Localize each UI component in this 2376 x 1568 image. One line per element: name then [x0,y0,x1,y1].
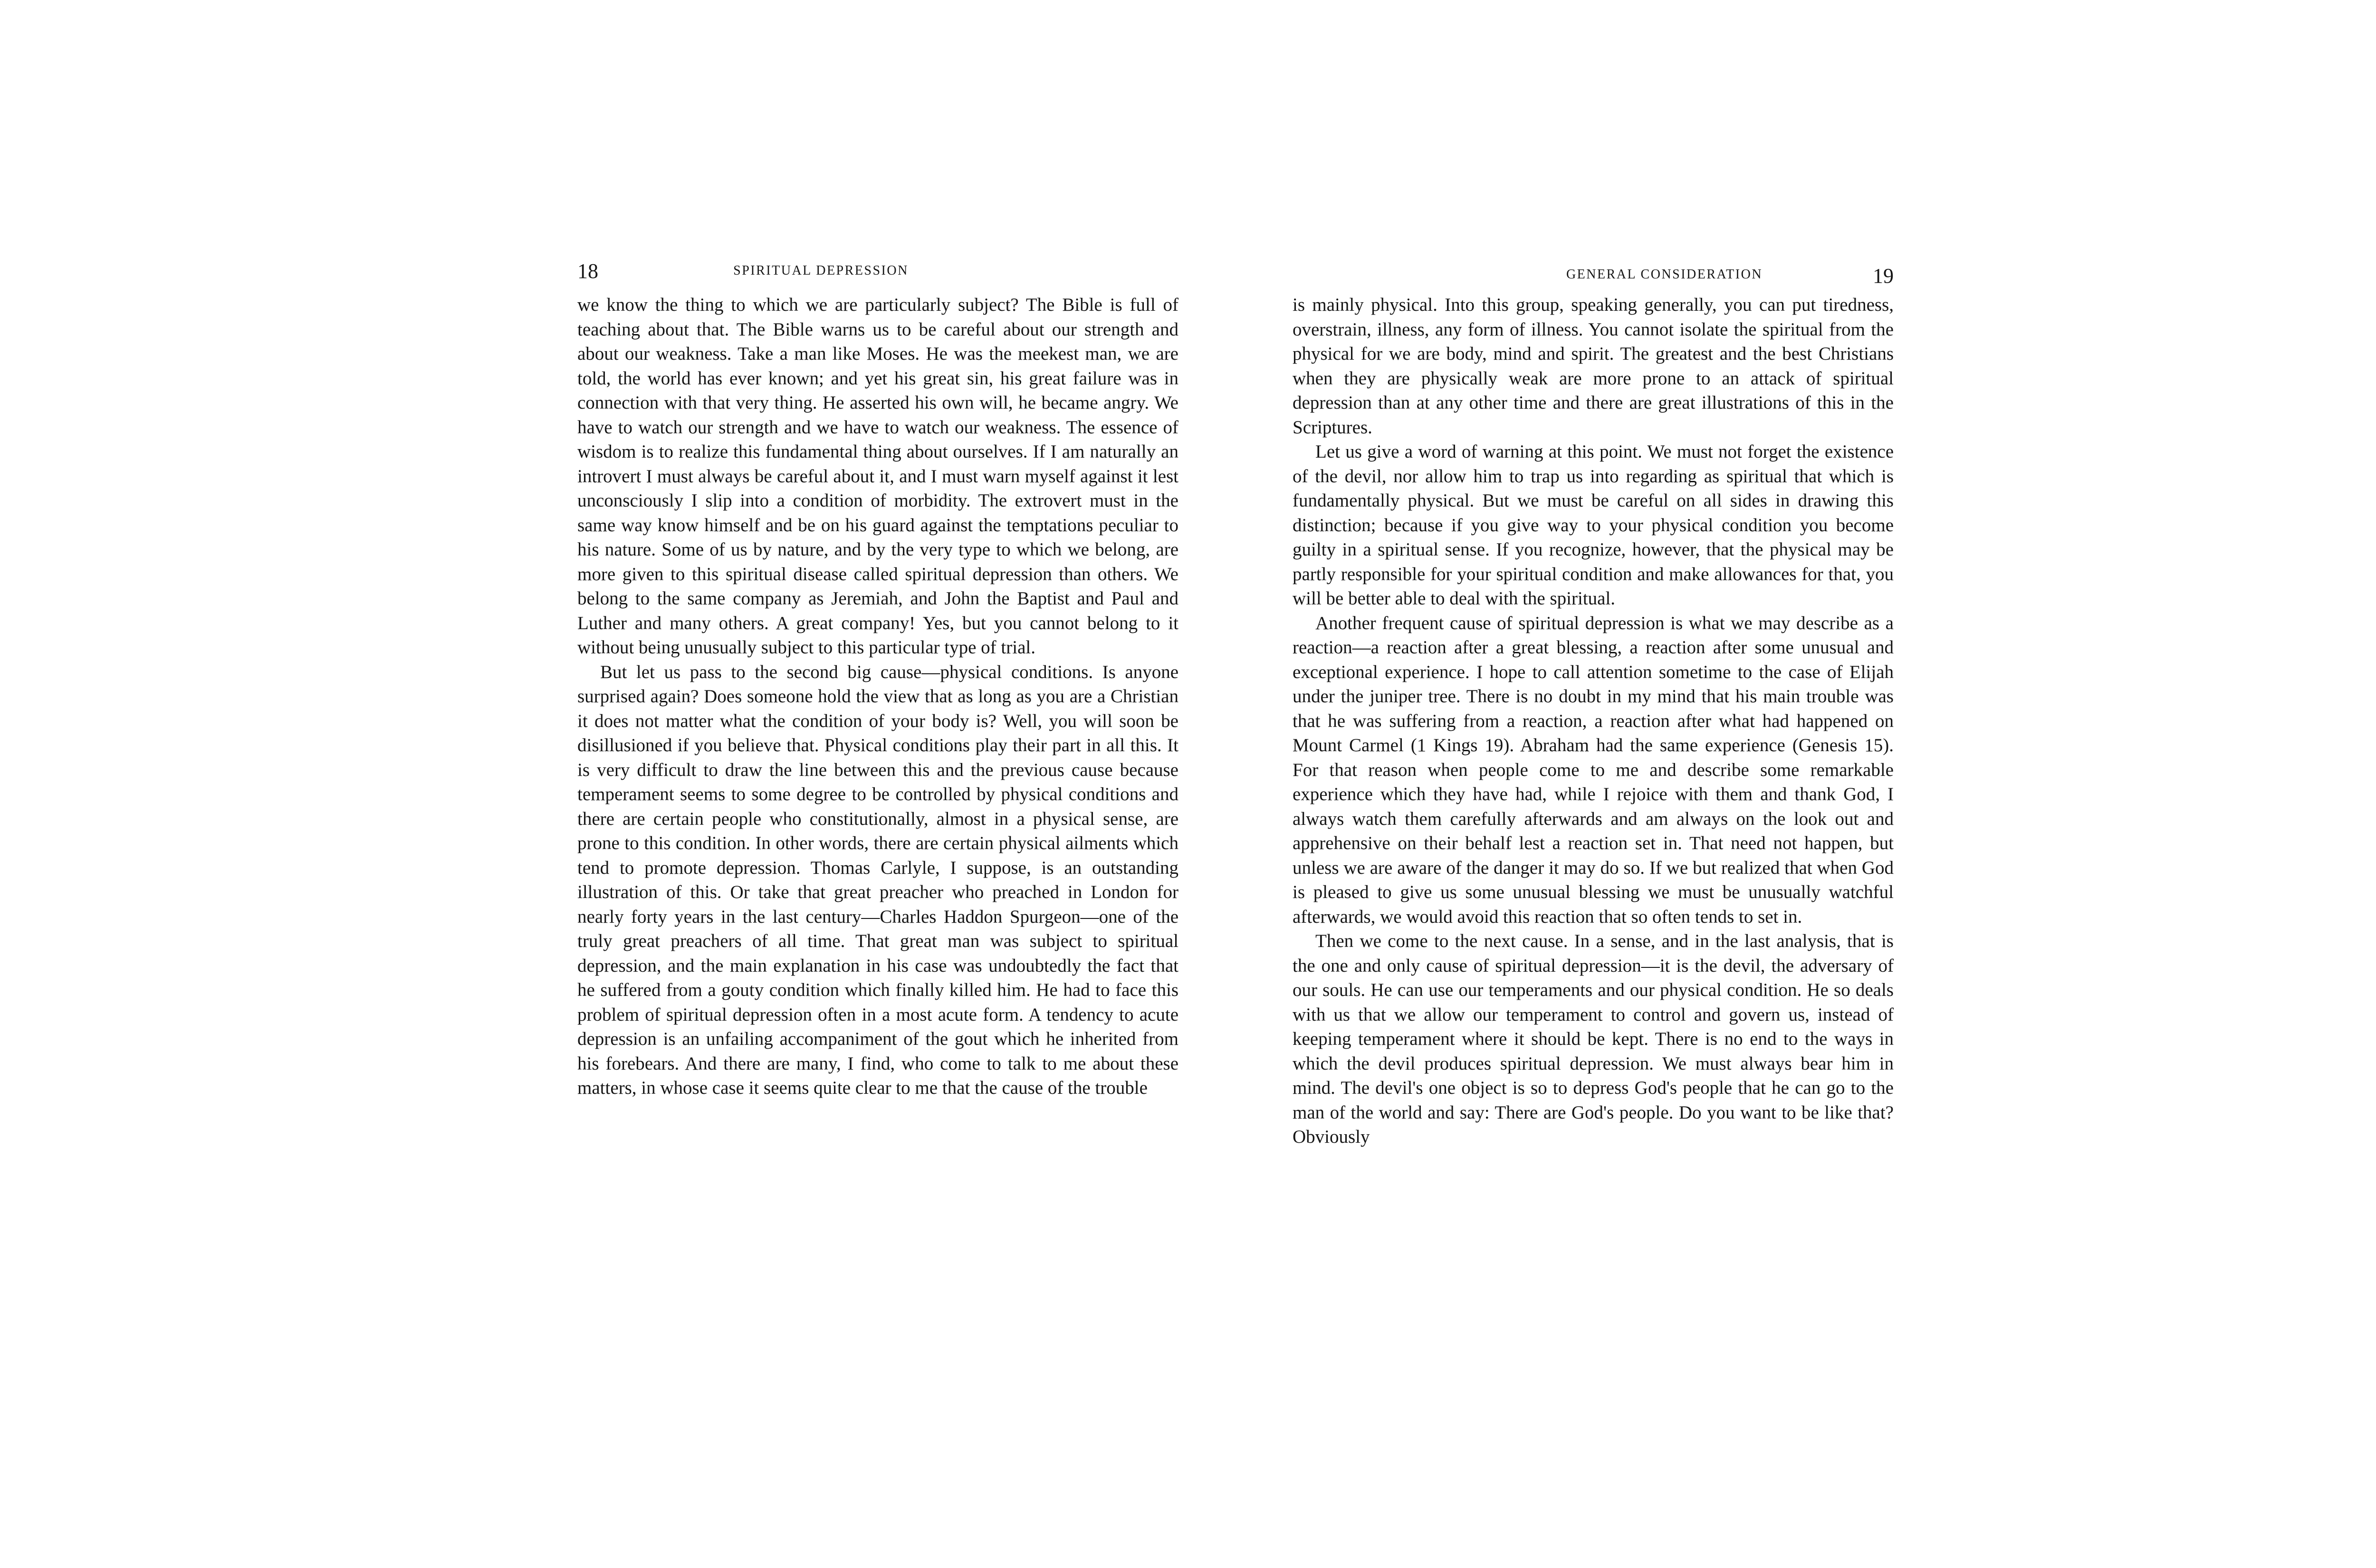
running-head [1293,262,1894,286]
paragraph: Let us give a word of warning at this point. We must not forget the existence of the devil, nor allow him to trap us into regarding as spiritual that which is fundamentally physical. But we must be careful on all sides in drawing this distinction; because if you give way to your physical condition you become guilty in a spiritual sense. If you recognize, however, that the physical may be partly responsible for your spiritual condition and make allowances for that, you will be better able to deal with the spiritual. [1293,441,1894,609]
body-text [1293,293,1894,1149]
right-page [1293,262,1894,1149]
left-page [577,259,1178,1100]
body-text [577,293,1178,1100]
running-title: SPIRITUAL DEPRESSION [733,263,909,278]
paragraph: Another frequent cause of spiritual depression is what we may describe as a reaction—a reaction after a great blessing, a reaction after some unusual and exceptional experience. I hope to call attention sometime to the case of Elijah under the juniper tree. There is no doubt in my mind that his main trouble was that he was suffering from a reaction, a reaction after what had happened on Mount Carmel (1 Kings 19). Abraham had the same experience (Genesis 15). For that reason when people come to me and describe some remarkable experience which they have had, while I rejoice with them and thank God, I always watch them carefully afterwards and am always on the look out and apprehensive on their behalf lest a reaction set in. That need not happen, but unless we are aware of the danger it may do so. If we but realized that when God is pleased to give us some unusual blessing we must be unusually watchful afterwards, we would avoid this reaction that so often tends to set in. [1293,612,1894,927]
page-number: 18 [577,259,598,283]
paragraph: But let us pass to the second big cause—physical conditions. Is anyone surprised again? Does someone hold the view that as long as you are a Christian it does not matter what the condition of your body is? Well, you will soon be disillusioned if you believe that. Physical conditions play their part in all this. It is very difficult to draw the line between this and the previous cause because temperament seems to some degree to be controlled by physical conditions and there are certain people who constitutionally, almost in a physical sense, are prone to this condition. In other words, there are certain physical ailments which tend to promote depression. Thomas Carlyle, I suppose, is an outstanding illustration of this. Or take that great preacher who preached in London for nearly forty years in the last century—Charles Haddon Spurgeon—one of the truly great preachers of all time. That great man was subject to spiritual depression, and the main explanation in his case was undoubtedly the fact that he suffered from a gouty condition which finally killed him. He had to face this problem of spiritual depression often in a most acute form. A tendency to acute depression is an unfailing accompaniment of the gout which he inherited from his forebears. And there are many, I find, who come to talk to me about these matters, in whose case it seems quite clear to me that the cause of the trouble [577,661,1178,1098]
paragraph: we know the thing to which we are particularly subject? The Bible is full of teaching about that. The Bible warns us to be careful about our strength and about our weakness. Take a man like Moses. He was the meekest man, we are told, the world has ever known; and yet his great sin, his great failure was in connection with that very thing. He asserted his own will, he became angry. We have to watch our strength and we have to watch our weakness. The essence of wisdom is to realize this fundamental thing about ourselves. If I am naturally an introvert I must always be careful about it, and I must warn myself against it lest unconsciously I slip into a condition of morbidity. The extrovert must in the same way know himself and be on his guard against the temptations peculiar to his nature. Some of us by nature, and by the very type to which we belong, are more given to this spiritual disease called spiritual depression than others. We belong to the same company as Jeremiah, and John the Baptist and Paul and Luther and many others. A great company! Yes, but you cannot belong to it without being unusually subject to this particular type of trial. [577,295,1178,658]
paragraph: is mainly physical. Into this group, speaking generally, you can put tiredness, overstrain, illness, any form of illness. You cannot isolate the spiritual from the physical for we are body, mind and spirit. The greatest and the best Christians when they are physically weak are more prone to an attack of spiritual depression than at any other time and there are great illustrations of this in the Scriptures. [1293,295,1894,438]
page-number: 19 [1873,264,1894,287]
running-head [577,259,1178,286]
paragraph: Then we come to the next cause. In a sense, and in the last analysis, that is the one and only cause of spiritual depression—it is the devil, the adversary of our souls. He can use our temperaments and our physical condition. He so deals with us that we allow our temperament to control and govern us, instead of keeping temperament where it should be kept. There is no end to the ways in which the devil produces spiritual depression. We must always bear him in mind. The devil's one object is so to depress God's people that he can go to the man of the world and say: There are God's people. Do you want to be like that? Obviously [1293,931,1894,1147]
running-title: GENERAL CONSIDERATION [1566,267,1763,282]
